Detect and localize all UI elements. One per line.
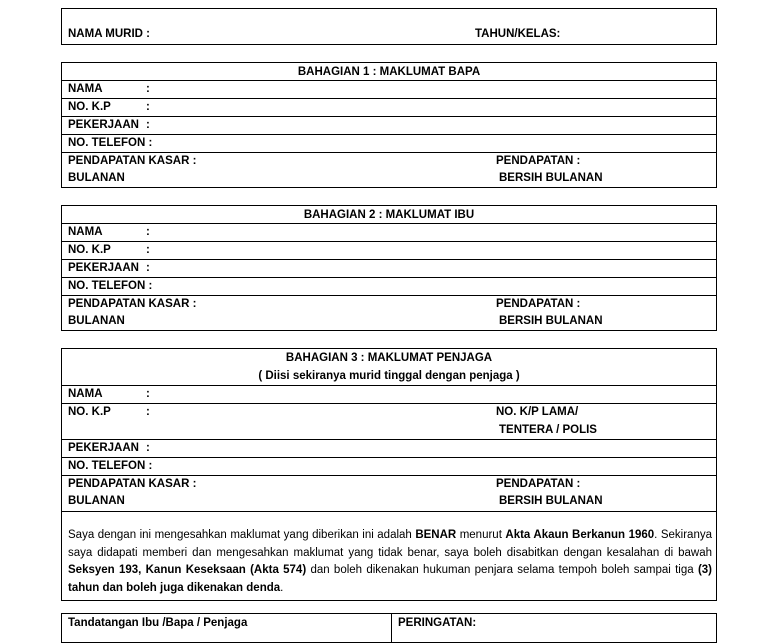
ibu-pendapatan-bersih-label: PENDAPATAN : bbox=[496, 298, 581, 310]
signature-label: Tandatangan Ibu /Bapa / Penjaga bbox=[68, 617, 248, 629]
row-divider bbox=[62, 116, 716, 117]
row-divider bbox=[62, 511, 716, 512]
declaration-bold: Akta Akaun Berkanun 1960 bbox=[505, 529, 655, 541]
row-divider bbox=[62, 80, 716, 81]
penjaga-nokp-colon: : bbox=[146, 406, 150, 418]
section-bapa bbox=[61, 62, 717, 188]
declaration-part: . Sekiranya saya didapati memberi dan mengesahkan maklumat yang tidak benar, saya boleh disabitkan dengan kesalahan di bawah bbox=[68, 529, 712, 559]
row-divider bbox=[62, 134, 716, 135]
penjaga-nokp-lama-label: NO. K/P LAMA/ bbox=[496, 406, 579, 418]
section-bapa-title: BAHAGIAN 1 : MAKLUMAT BAPA bbox=[297, 66, 481, 78]
nama-murid-label: NAMA MURID : bbox=[68, 28, 150, 40]
section-penjaga-title: BAHAGIAN 3 : MAKLUMAT PENJAGA bbox=[285, 352, 493, 364]
penjaga-pendapatan-bersih-label: PENDAPATAN : bbox=[496, 478, 581, 490]
bapa-pendapatan-bersih-label: PENDAPATAN : bbox=[496, 155, 581, 167]
signature-box bbox=[61, 613, 717, 643]
penjaga-nama-label: NAMA bbox=[68, 388, 103, 400]
ibu-pendapatan-kasar-label: PENDAPATAN KASAR : bbox=[68, 298, 197, 310]
bapa-nokp-colon: : bbox=[146, 101, 150, 113]
ibu-pekerjaan-label: PEKERJAAN bbox=[68, 262, 139, 274]
ibu-nokp-label: NO. K.P bbox=[68, 244, 111, 256]
penjaga-nama-colon: : bbox=[146, 388, 150, 400]
row-divider bbox=[62, 439, 716, 440]
row-divider bbox=[62, 457, 716, 458]
declaration-part: menurut bbox=[456, 529, 506, 541]
bapa-pendapatan-bersih-label-2: BERSIH BULANAN bbox=[499, 172, 603, 184]
row-divider bbox=[62, 277, 716, 278]
penjaga-nokp-lama-label-2: TENTERA / POLIS bbox=[499, 424, 597, 436]
bapa-pekerjaan-colon: : bbox=[146, 119, 150, 131]
section-ibu bbox=[61, 205, 717, 331]
ibu-pendapatan-kasar-label-2: BULANAN bbox=[68, 315, 125, 327]
section-penjaga-subtitle: ( Diisi sekiranya murid tinggal dengan penjaga ) bbox=[258, 370, 520, 382]
penjaga-pendapatan-bersih-label-2: BERSIH BULANAN bbox=[499, 495, 603, 507]
ibu-telefon-label: NO. TELEFON : bbox=[68, 280, 153, 292]
row-divider bbox=[62, 295, 716, 296]
bapa-telefon-label: NO. TELEFON : bbox=[68, 137, 153, 149]
penjaga-pekerjaan-label: PEKERJAAN bbox=[68, 442, 139, 454]
declaration-bold: Seksyen 193, Kanun Keseksaan (Akta 574) bbox=[68, 564, 307, 577]
declaration-part: . bbox=[280, 581, 284, 594]
bapa-nokp-label: NO. K.P bbox=[68, 101, 111, 113]
ibu-nokp-colon: : bbox=[146, 244, 150, 256]
declaration-part: dan boleh dikenakan hukuman penjara selama tempoh boleh sampai tiga bbox=[306, 564, 698, 577]
student-header-box bbox=[61, 8, 717, 45]
bapa-pekerjaan-label: PEKERJAAN bbox=[68, 119, 139, 131]
bapa-nama-label: NAMA bbox=[68, 83, 103, 95]
ibu-nama-colon: : bbox=[146, 226, 150, 238]
peringatan-label: PERINGATAN: bbox=[398, 617, 477, 629]
bapa-nama-colon: : bbox=[146, 83, 150, 95]
penjaga-pendapatan-kasar-label: PENDAPATAN KASAR : bbox=[68, 478, 197, 490]
declaration-bold: (3) tahun dan boleh juga dikenakan denda bbox=[68, 564, 712, 594]
declaration-part: Saya dengan ini mengesahkan maklumat yang diberikan ini adalah bbox=[68, 529, 416, 541]
row-divider bbox=[62, 241, 716, 242]
column-divider bbox=[391, 614, 392, 642]
row-divider bbox=[62, 403, 716, 404]
row-divider bbox=[62, 152, 716, 153]
penjaga-nokp-label: NO. K.P bbox=[68, 406, 111, 418]
penjaga-telefon-label: NO. TELEFON : bbox=[68, 460, 153, 472]
section-ibu-title: BAHAGIAN 2 : MAKLUMAT IBU bbox=[303, 209, 475, 221]
bapa-pendapatan-kasar-label-2: BULANAN bbox=[68, 172, 125, 184]
row-divider bbox=[62, 223, 716, 224]
row-divider bbox=[62, 98, 716, 99]
declaration-bold: BENAR bbox=[415, 529, 457, 541]
ibu-pekerjaan-colon: : bbox=[146, 262, 150, 274]
row-divider bbox=[62, 475, 716, 476]
row-divider bbox=[62, 385, 716, 386]
penjaga-pekerjaan-colon: : bbox=[146, 442, 150, 454]
penjaga-pendapatan-kasar-label-2: BULANAN bbox=[68, 495, 125, 507]
tahun-kelas-label: TAHUN/KELAS: bbox=[475, 28, 561, 40]
row-divider bbox=[62, 259, 716, 260]
ibu-nama-label: NAMA bbox=[68, 226, 103, 238]
declaration-text bbox=[68, 527, 712, 597]
bapa-pendapatan-kasar-label: PENDAPATAN KASAR : bbox=[68, 155, 197, 167]
ibu-pendapatan-bersih-label-2: BERSIH BULANAN bbox=[499, 315, 603, 327]
